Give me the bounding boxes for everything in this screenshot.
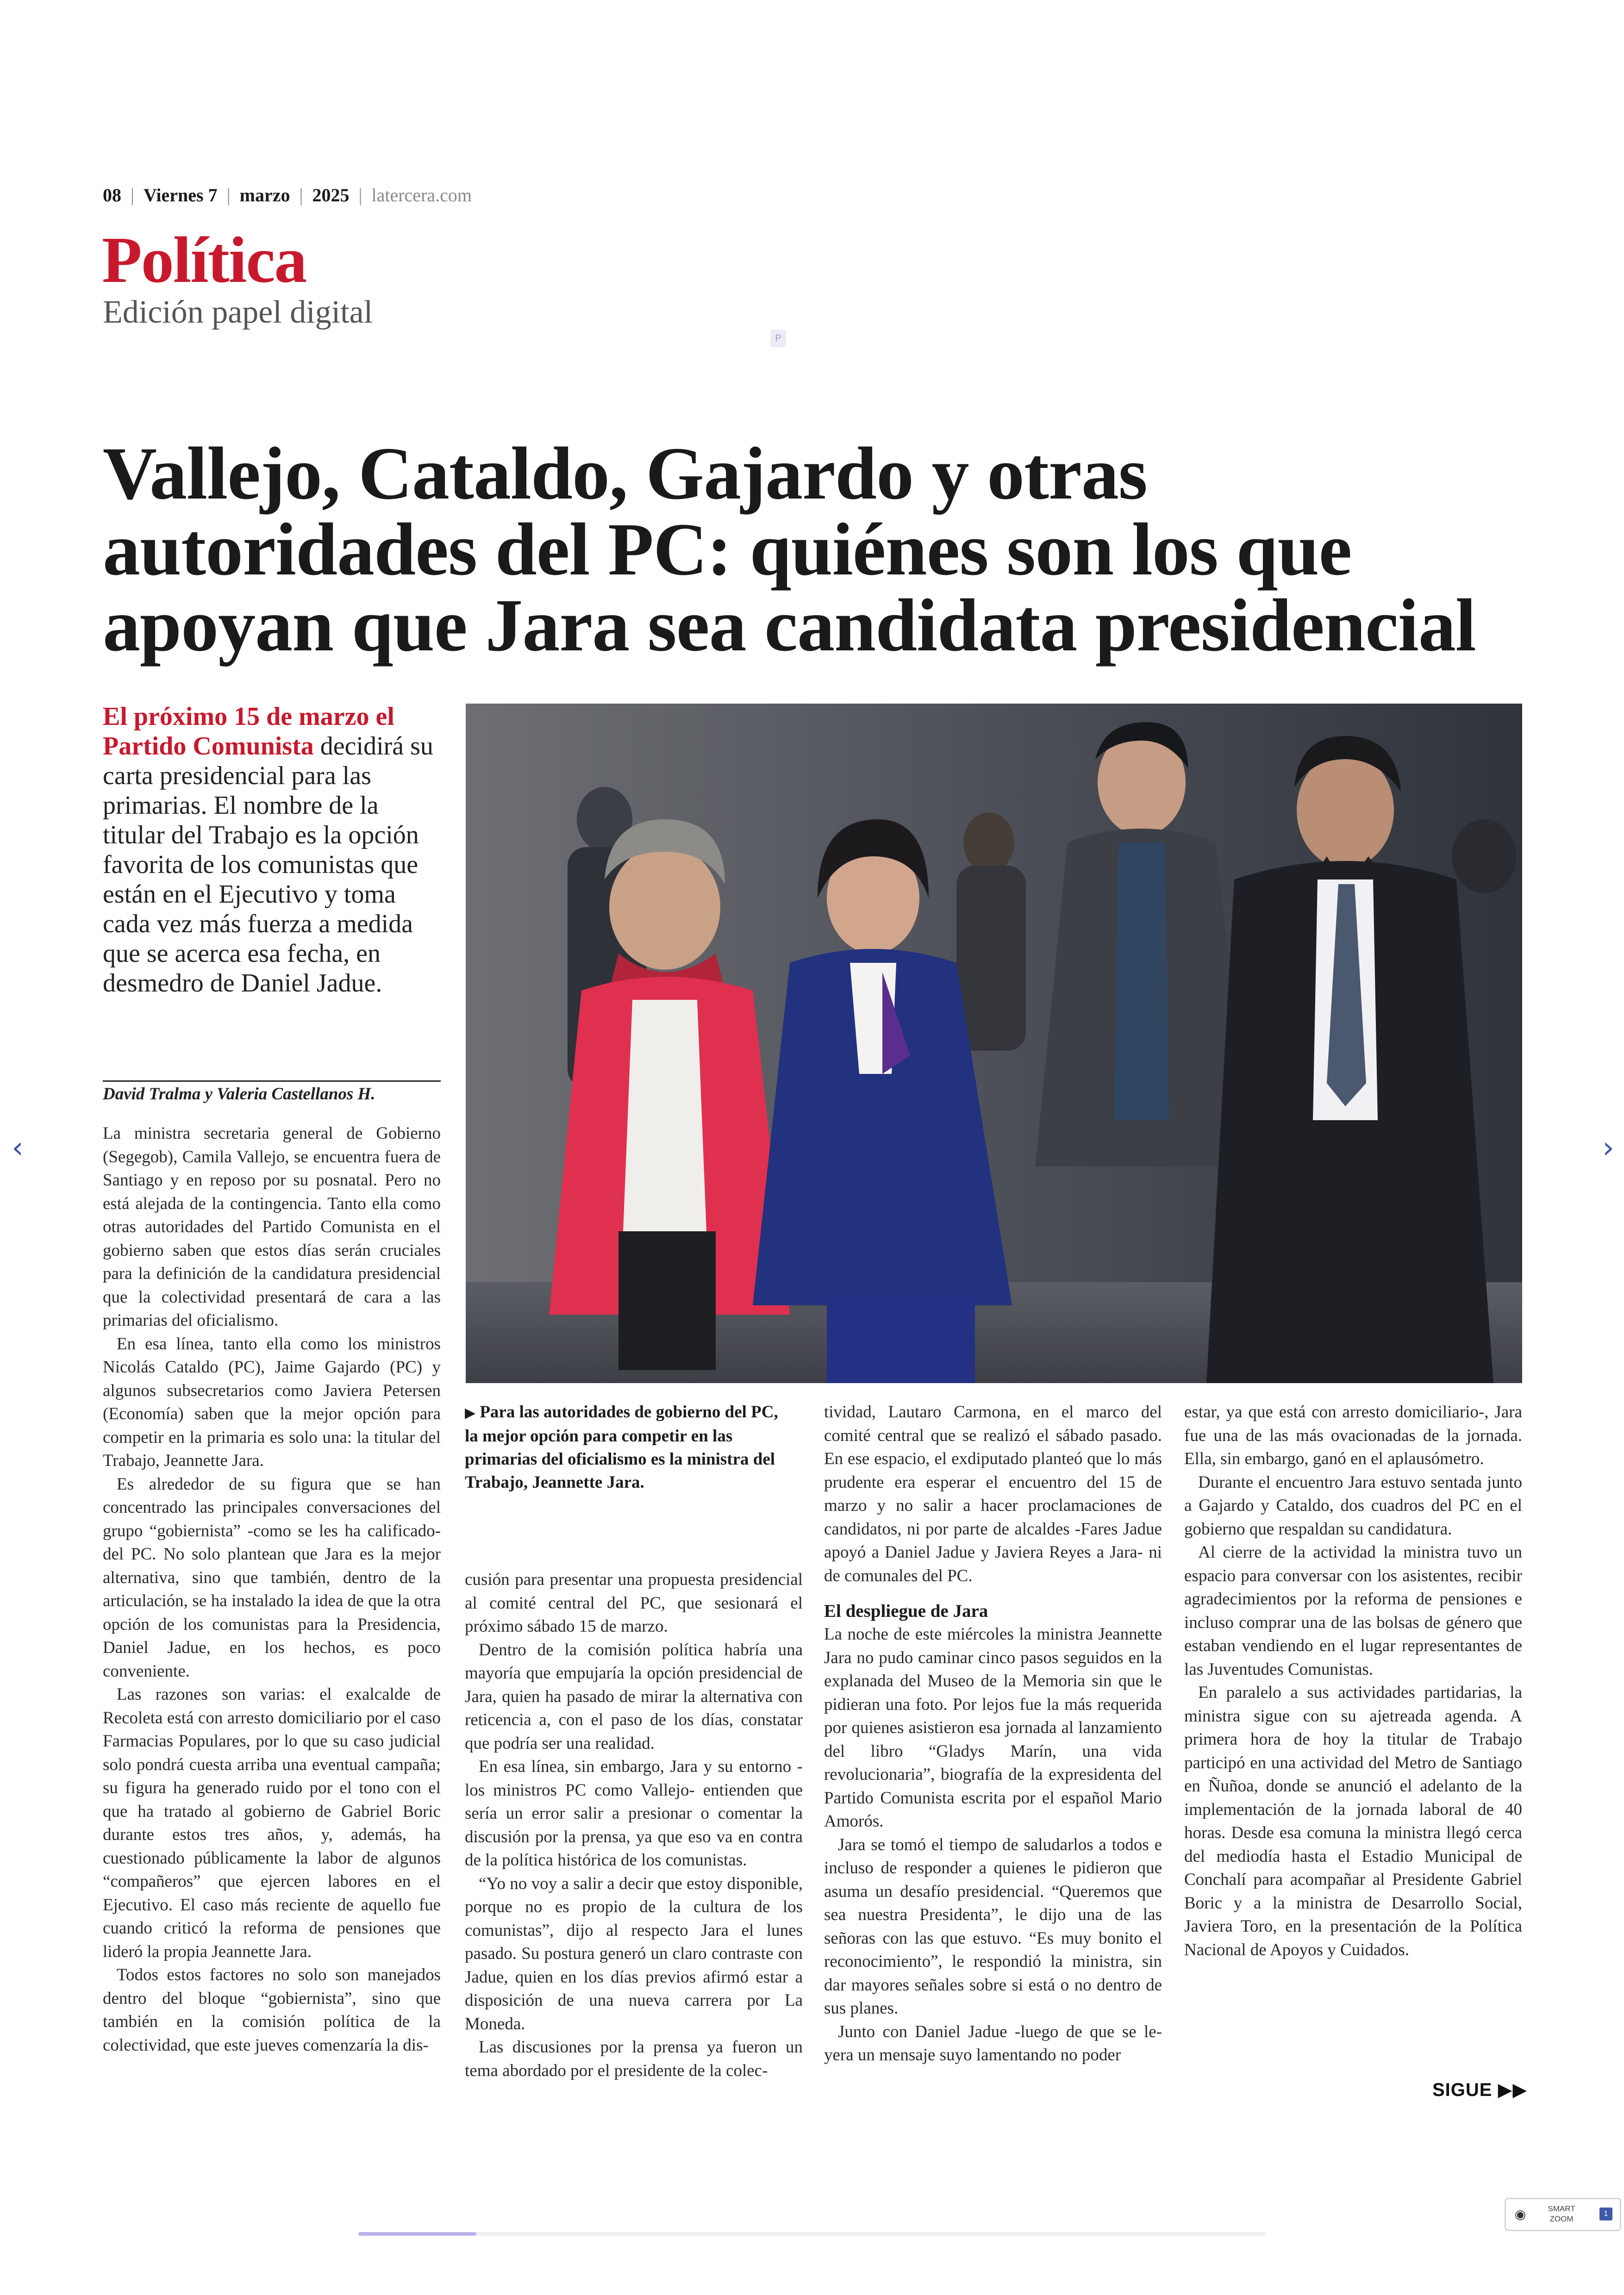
paragraph: Al cierre de la actividad la ministra tuvo un espacio para conversar con los asistentes, recibir agradecimientos por la reforma de pensiones e incluso comprar una de las bolsas de género que estaban vendiendo en el lugar representantes de las Juventudes Comunistas. (1184, 1543, 1522, 1679)
paragraph: Dentro de la comisión política habría una mayoría que empujaría la opción presidencial de Jara, quien ha pasado de mirar la alternativa con reticencia a, con el paso de los días, constatar que podría ser una realidad. (465, 1640, 803, 1753)
paragraph: Las razones son varias: el exalcalde de Recoleta está con arresto domiciliario por el caso Farmacias Populares, por lo que su caso judicial solo pondrá cuesta arriba una eventual campaña; su figura ha generado ruido por el tono con el que ha tratado al gobierno de Gabriel Boric durante estos tres años, y, además, ha cuestionado públicamente la labor de algunos “compañeros” que ejercen labores en el Ejecutivo. El caso más reciente de aquello fue cuando criticó la reforma de pensiones que lideró la propia Jeannette Jara. (103, 1685, 441, 1961)
paragraph: En esa línea, tanto ella como los ministros Nicolás Cataldo (PC), Jaime Gajardo (PC) y algunos subsecretarios como Javiera Petersen (Economía) saben que la mejor opción para competir en la primaria es solo una: la titular del Trabajo, Jeannette Jara. (103, 1334, 441, 1470)
dateline: 08 | Viernes 7 | marzo | 2025 | latercera.com (103, 185, 472, 206)
smart-zoom-badge: 1 (1599, 2208, 1612, 2220)
lead-highlight: El próximo 15 de marzo el Partido Comunista (103, 702, 394, 761)
page-progress-bar[interactable] (358, 2232, 1266, 2236)
paragraph: En paralelo a sus actividades partidarias, la ministra sigue con su ajetreada agenda. A primera hora de hoy la titular de Trabajo participó en una actividad del Metro de Santiago en Ñuñoa, donde se anunció el adelanto de la implementación de la jornada laboral de 40 horas. Desde esa comuna la ministra llegó cerca del mediodía hasta el Estadio Municipal de Conchalí para acompañar al Presidente Gabriel Boric y a la ministra de Desarrollo Social, Javiera Toro, en la presentación de la Política Nacional de Apoyos y Cuidados. (1184, 1683, 1522, 1959)
date-month: marzo (239, 185, 290, 206)
article-photo (466, 704, 1522, 1383)
paragraph: Durante el encuentro Jara estuvo sentada junto a Gajardo y Cataldo, dos cuadros del PC en el gobierno que respaldan su candidatura. (1184, 1472, 1522, 1539)
byline-divider (103, 1080, 441, 1082)
byline: David Tralma y Valeria Castellanos H. (103, 1085, 375, 1104)
smart-zoom-button[interactable] (1505, 2198, 1621, 2231)
article-column-4 (1184, 1401, 1522, 1962)
smart-zoom-label: SMART ZOOM (1548, 2204, 1575, 2223)
paragraph: Es alrededor de su figura que se han concentrado las principales conversaciones del grupo “gobiernista” -como se les ha calificado- del PC. No solo plantean que Jara es la mejor alternativa, sino que también, dentro de la articulación, se ha instalado la idea de que la otra opción de los comunistas para la Presidencia, Daniel Jadue, en los hechos, es poco conveniente. (103, 1474, 441, 1681)
paragraph: Todos estos factores no solo son manejados dentro del bloque “gobiernista”, sino que también en la comisión política de la colectividad, que este jueves comenzaría la dis- (103, 1965, 441, 2055)
date-day: Viernes 7 (144, 185, 218, 206)
eye-icon: ◉ (1514, 2207, 1526, 2222)
next-page-button[interactable]: › (1602, 1131, 1614, 1165)
paragraph: tividad, Lautaro Carmona, en el marco del comité central que se realizó el sábado pasado. En ese espacio, el exdiputado planteó que lo más prudente era esperar el encuentro del 15 de marzo y no salir a hacer proclamaciones de candidatos, ni por parte de alcaldes -Fares Jadue apoyó a Daniel Jadue y Javiera Reyes a Jara- ni de comunales del PC. (824, 1403, 1162, 1585)
article-column-2 (465, 1568, 803, 2083)
subheading: El despliegue de Jara (824, 1601, 988, 1621)
article-column-1 (103, 1122, 441, 2057)
paragraph: cusión para presentar una propuesta presidencial al comité central del PC, que sesionará el próximo sábado 15 de marzo. (465, 1570, 803, 1636)
article-column-3 (824, 1401, 1162, 2067)
paragraph: Jara se tomó el tiempo de saludarlos a todos e incluso de responder a quienes le pidieron que asuma un desafío presidencial. “Queremos que sea nuestra Presidenta”, le dijo una de las señoras con las que estuvo. “Es muy bonito el reconocimiento”, le respondió la ministra, sin dar mayores señales sobre si está o no dentro de sus planes. (824, 1835, 1162, 2018)
headline: Vallejo, Cataldo, Gajardo y otras autoridades del PC: quiénes son los que apoyan que Jara sea candidata presidencial (103, 432, 1476, 667)
paragraph: “Yo no voy a salir a decir que estoy disponible, porque no es propio de la cultura de los comunistas”, dijo al respecto Jara el lunes pasado. Su postura generó un claro contraste con Jadue, quien en los días previos afirmó estar a disposición de una nueva carrera por La Moneda. (465, 1874, 803, 2033)
caption-arrow-icon: ▶ (465, 1405, 476, 1421)
section-subtitle: Edición papel digital (103, 294, 373, 330)
caption-text: Para las autoridades de gobierno del PC, la mejor opción para competir en las primarias del oficialismo es la ministra del Trabajo, Jeannette Jara. (465, 1403, 778, 1492)
paragraph: estar, ya que está con arresto domiciliario-, Jara fue una de las más ovacionadas de la jornada. Ella, sin embargo, ganó en el aplausómetro. (1184, 1403, 1522, 1468)
paragraph: Junto con Daniel Jadue -luego de que se le-yera un mensaje suyo lamentando no poder (824, 2022, 1162, 2064)
paragraph: La noche de este miércoles la ministra Jeannette Jara no pudo caminar cinco pasos seguidos en la explanada del Museo de la Memoria sin que le pidieran una foto. Por lejos fue la más requerida por quienes asistieron esa jornada al lanzamiento del libro “Gladys Marín, una vida revolucionaria”, biografía de la expresidenta del Partido Comunista escrita por el español Mario Amorós. (824, 1625, 1162, 1831)
page-progress-fill (358, 2232, 476, 2236)
previous-page-button[interactable]: ‹ (12, 1131, 24, 1165)
page-marker-icon: P (770, 330, 786, 347)
paragraph: La ministra secretaria general de Gobierno (Segegob), Camila Vallejo, se encuentra fuera de Santiago y en reposo por su posnatal. Pero no está alejada de la contingencia. Tanto ella como otras autoridades del Partido Comunista en el gobierno saben que estos días serán cruciales para la definición de la candidatura presidencial que la colectividad presentará de cara a las primarias del oficialismo. (103, 1124, 441, 1330)
paragraph: Las discusiones por la prensa ya fueron un tema abordado por el presidente de la colec- (465, 2038, 803, 2080)
continue-marker: SIGUE ▶▶ (1432, 2080, 1528, 2100)
lead-paragraph (103, 702, 445, 998)
date-year: 2025 (312, 185, 350, 206)
paragraph: En esa línea, sin embargo, Jara y su entorno -los ministros PC como Vallejo- entienden que sería un error salir a presionar o comentar la discusión por la prensa, ya que eso va en contra de la política histórica de los comunistas. (465, 1757, 803, 1870)
page-number: 08 (103, 185, 121, 206)
site-link[interactable]: latercera.com (371, 185, 472, 206)
lead-text: decidirá su carta presidencial para las primarias. El nombre de la titular del Trabajo es la opción favorita de los comunistas que están en el Ejecutivo y toma cada vez más fuerza a medida que se acerca esa fecha, en desmedro de Daniel Jadue. (103, 732, 433, 998)
section-title: Política (102, 223, 306, 296)
photo-caption (465, 1401, 780, 1494)
